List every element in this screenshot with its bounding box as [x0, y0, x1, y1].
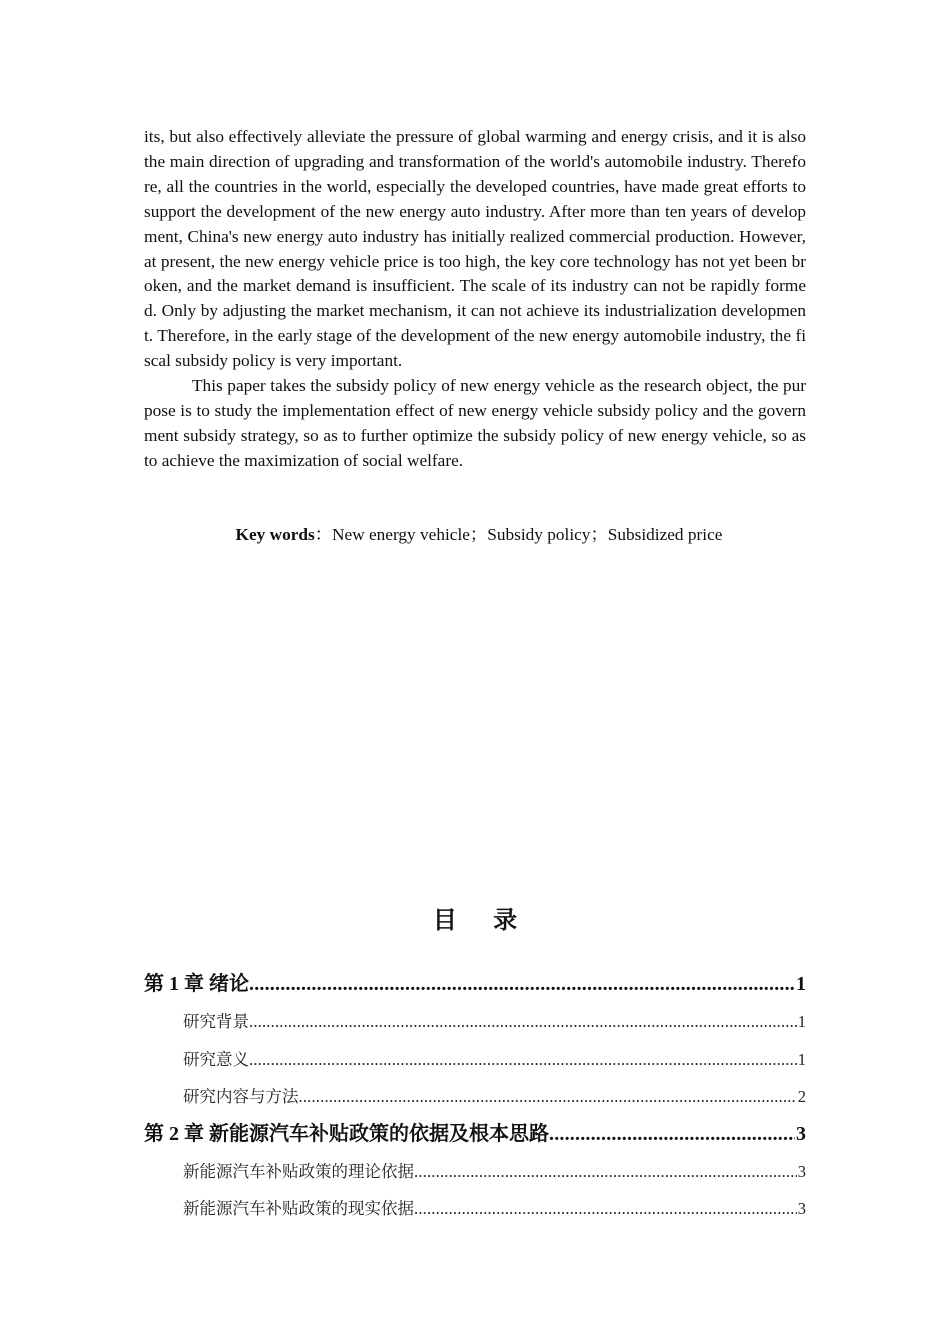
toc-dot-leader: [549, 1116, 795, 1153]
toc-entry-page: 1: [796, 973, 806, 995]
toc-entry-chapter-1[interactable]: [144, 966, 806, 1003]
keyword-item: Subsidized price: [607, 525, 723, 544]
toc-dot-leader: [414, 1190, 797, 1228]
abstract-section: [144, 125, 806, 474]
keywords-label-separator: ：: [314, 525, 333, 544]
abstract-paragraph-2: This paper takes the subsidy policy of new energy vehicle as the research object, the purpose is to study the implementation effect of new energy vehicle subsidy policy and the government subsidy strategy, so as to further optimize the subsidy policy of new energy vehicle, so as to achieve the maximization of social welfare.: [144, 376, 806, 470]
toc-title: 目 录: [432, 906, 532, 934]
toc-entry-section[interactable]: [144, 1153, 806, 1191]
toc-dot-leader: [414, 1153, 797, 1191]
keywords-label: Key words: [235, 525, 315, 544]
toc-entry-chapter-2[interactable]: [144, 1116, 806, 1153]
keyword-item: New energy vehicle: [332, 525, 470, 544]
keywords-line: [144, 522, 814, 548]
toc-entry-page: 1: [797, 1012, 806, 1031]
abstract-paragraph-1: its, but also effectively alleviate the pressure of global warming and energy crisis, and it is also the main direction of upgrading and transformation of the world's automobile industry. Therefore, all the countries in the world, especially the developed countries, have made great efforts to support the development of the new energy auto industry. After more than ten years of development, China's new energy auto industry has initially realized commercial production. However, at present, the new energy vehicle price is too high, the key core technology has not yet been broken, and the market demand is insufficient. The scale of its industry can not be rapidly formed. Only by adjusting the market mechanism, it can not achieve its industrialization development. Therefore, in the early stage of the development of the new energy automobile industry, the fiscal subsidy policy is very important.: [144, 127, 806, 371]
toc-entry-label: 研究意义: [183, 1049, 249, 1069]
toc-entry-page: 3: [797, 1161, 806, 1181]
toc-entry-label: 新能源汽车补贴政策的理论依据: [183, 1161, 414, 1181]
toc-dot-leader: [249, 1003, 797, 1041]
toc-entry-page: 2: [797, 1087, 806, 1106]
toc-entry-section[interactable]: [144, 1041, 806, 1079]
table-of-contents: [144, 966, 806, 1228]
toc-dot-leader: [249, 966, 795, 1003]
toc-dot-leader: [299, 1078, 797, 1116]
toc-entry-label: 新能源汽车补贴政策的现实依据: [183, 1199, 414, 1218]
toc-dot-leader: [249, 1041, 797, 1079]
toc-entry-section[interactable]: [144, 1078, 806, 1116]
keyword-separator: ；: [469, 525, 488, 544]
toc-entry-label: 研究背景: [183, 1012, 249, 1031]
keyword-separator: ；: [590, 525, 608, 544]
toc-entry-section[interactable]: [144, 1190, 806, 1228]
toc-entry-label: 研究内容与方法: [183, 1087, 299, 1106]
toc-entry-page: 3: [796, 1122, 806, 1145]
toc-entry-label: 第 1 章 绪论: [144, 973, 249, 995]
toc-entry-page: 3: [797, 1199, 806, 1218]
toc-entry-section[interactable]: [144, 1003, 806, 1041]
keyword-item: Subsidy policy: [487, 525, 591, 544]
toc-entry-label: 第 2 章 新能源汽车补贴政策的依据及根本思路: [144, 1122, 549, 1145]
toc-entry-page: 1: [797, 1049, 806, 1069]
